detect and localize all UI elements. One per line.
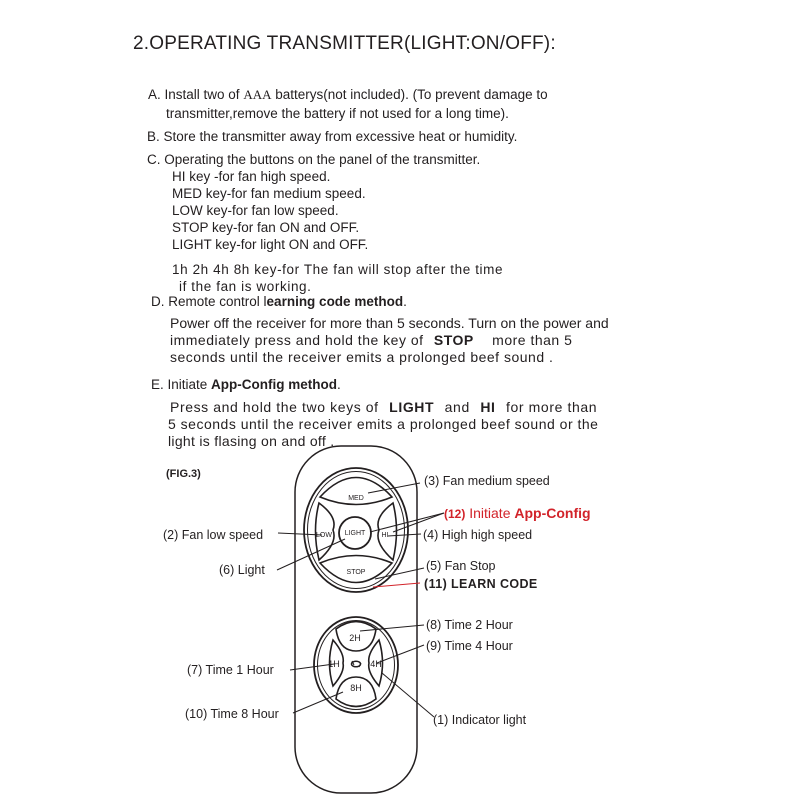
section-d-line3: seconds until the receiver emits a prolonged beef sound . [170, 349, 554, 365]
light-button-label: LIGHT [344, 530, 366, 537]
section-a-line1: A. Install two of AAA batterys(not included). (To prevent damage to [148, 87, 548, 102]
key-description: MED key-for fan medium speed. [172, 186, 366, 201]
section-e-line2: 5 seconds until the receiver emits a prolonged beef sound or the [168, 416, 599, 432]
callout-time-2: (8) Time 2 Hour [426, 618, 513, 632]
battery-type: AAA [243, 87, 272, 102]
section-e-line1: Press and hold the two keys of LIGHT and HI for more than [170, 399, 598, 415]
callout-app-config: (12) Initiate App-Config [444, 505, 591, 521]
page-title: 2.OPERATING TRANSMITTER(LIGHT:ON/OFF): [133, 33, 556, 54]
hi-button-label: HI [381, 532, 389, 539]
section-e-line3: light is flasing on and off . [168, 433, 335, 449]
timer-keys-line1: 1h 2h 4h 8h key-for The fan will stop after the time [172, 262, 504, 277]
callout-time-4: (9) Time 4 Hour [426, 639, 513, 653]
timer-8h-label: 8H [350, 683, 362, 693]
callout-learn-code: (11) LEARN CODE [424, 577, 538, 591]
callout-fan-low: (2) Fan low speed [163, 528, 264, 542]
section-b: B. Store the transmitter away from excessive heat or humidity. [147, 129, 518, 144]
callout-light: (6) Light [219, 563, 265, 577]
callout-fan-stop: (5) Fan Stop [426, 559, 496, 573]
section-c-heading: C. Operating the buttons on the panel of the transmitter. [147, 152, 481, 167]
key-description: STOP key-for fan ON and OFF. [172, 220, 360, 235]
key-description: LIGHT key-for light ON and OFF. [172, 237, 369, 252]
callout-time-8: (10) Time 8 Hour [185, 707, 279, 721]
callout-high-speed: (4) High high speed [423, 528, 533, 542]
control-cluster [304, 468, 408, 592]
key-description: HI key -for fan high speed. [172, 169, 331, 184]
callout-indicator: (1) Indicator light [433, 713, 527, 727]
low-button-label: LOW [316, 532, 332, 539]
section-a-line2: transmitter,remove the battery if not used for a long time). [166, 106, 509, 121]
figure-label: (FIG.3) [166, 468, 201, 480]
med-button-label: MED [348, 495, 364, 502]
stop-button-label: STOP [346, 569, 366, 576]
section-d-line1: Power off the receiver for more than 5 seconds. Turn on the power and [170, 315, 609, 331]
section-d-line2: immediately press and hold the key of STOP more than 5 [170, 332, 573, 348]
timer-keys-line2: if the fan is working. [179, 279, 312, 294]
section-d-heading: D. Remote control learning code method. [151, 294, 407, 309]
callout-fan-medium: (3) Fan medium speed [424, 474, 550, 488]
timer-1h-label: 1H [328, 659, 340, 669]
callout-time-1: (7) Time 1 Hour [187, 663, 274, 677]
section-e-heading: E. Initiate App-Config method. [151, 377, 341, 392]
key-description: LOW key-for fan low speed. [172, 203, 339, 218]
timer-2h-label: 2H [349, 633, 361, 643]
timer-4h-label: 4H [370, 659, 382, 669]
